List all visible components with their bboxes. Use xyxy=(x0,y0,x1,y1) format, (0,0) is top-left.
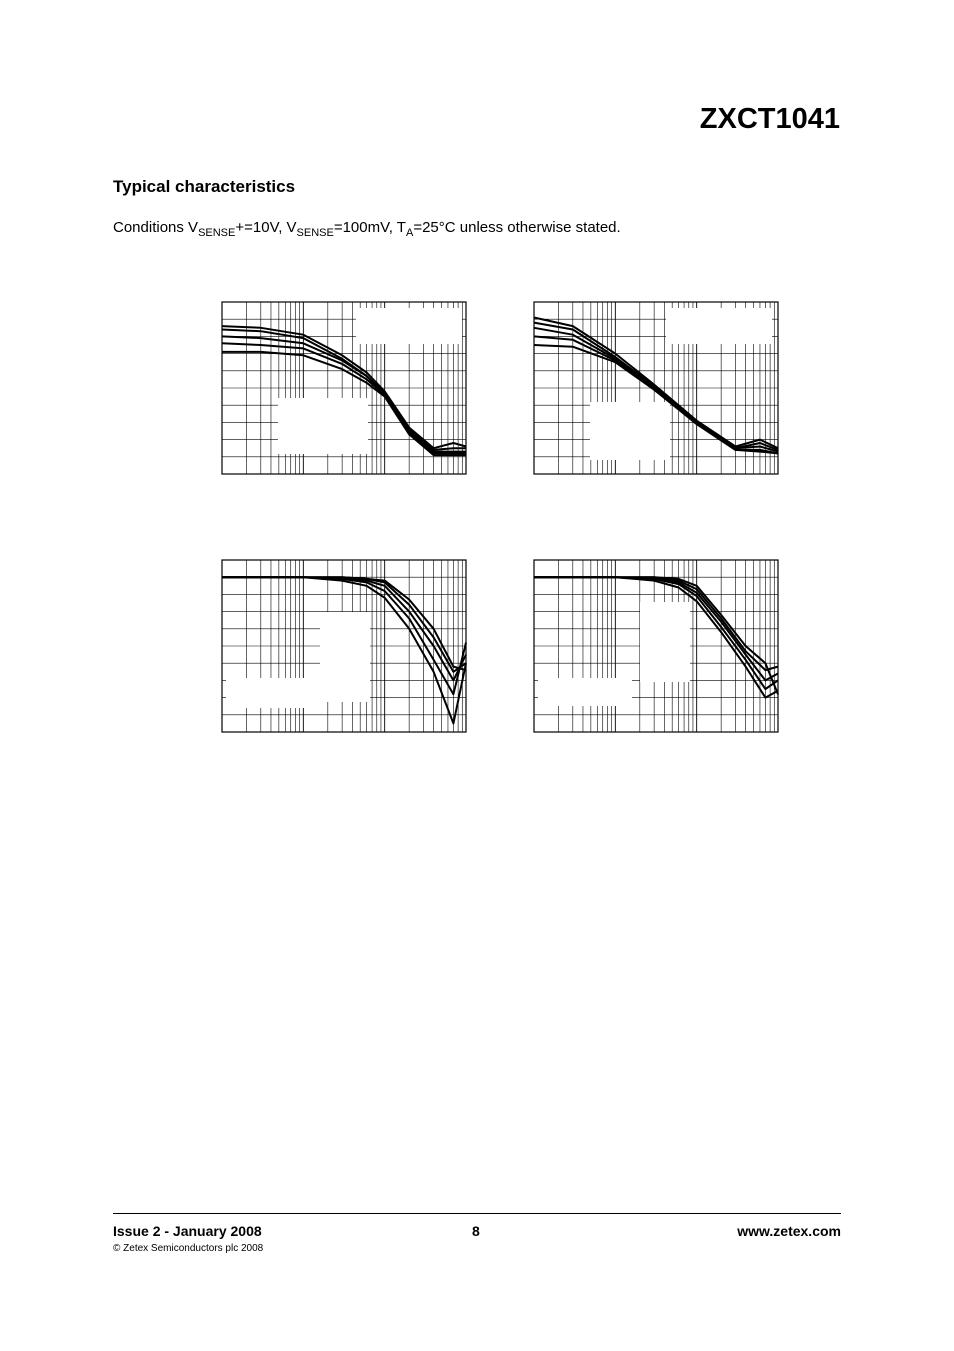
conditions-sub-a: A xyxy=(405,227,414,239)
chart-1 xyxy=(221,300,467,476)
conditions-mid-1: +=10V, V xyxy=(235,219,297,236)
chart-annotation-box xyxy=(590,402,670,460)
chart-4-svg xyxy=(533,558,779,734)
chart-annotation-box xyxy=(666,308,772,344)
document-title: ZXCT1041 xyxy=(699,103,840,135)
chart-3 xyxy=(221,558,467,734)
chart-1-svg xyxy=(221,300,467,476)
conditions-suffix: =25°C unless otherwise stated. xyxy=(413,219,621,236)
chart-3-svg xyxy=(221,558,467,734)
chart-2 xyxy=(533,300,779,476)
conditions-text xyxy=(113,219,621,239)
footer-website: www.zetex.com xyxy=(737,1223,841,1239)
chart-annotation-box xyxy=(640,602,690,682)
section-heading: Typical characteristics xyxy=(113,177,296,196)
chart-annotation-box xyxy=(226,678,320,708)
chart-annotation-box xyxy=(538,678,632,706)
footer-page-number: 8 xyxy=(472,1223,480,1239)
conditions-prefix: Conditions V xyxy=(113,219,199,236)
footer-copyright: © Zetex Semiconductors plc 2008 xyxy=(113,1243,264,1254)
conditions-sub-sense-2: SENSE xyxy=(296,227,334,239)
conditions-sub-sense-1: SENSE xyxy=(198,227,236,239)
chart-annotation-box xyxy=(320,612,370,702)
footer-issue: Issue 2 - January 2008 xyxy=(113,1223,262,1239)
chart-annotation-box xyxy=(278,398,368,454)
chart-2-svg xyxy=(533,300,779,476)
chart-4 xyxy=(533,558,779,734)
footer-divider xyxy=(113,1213,841,1214)
conditions-mid-2: =100mV, T xyxy=(333,219,406,236)
chart-annotation-box xyxy=(356,308,462,344)
